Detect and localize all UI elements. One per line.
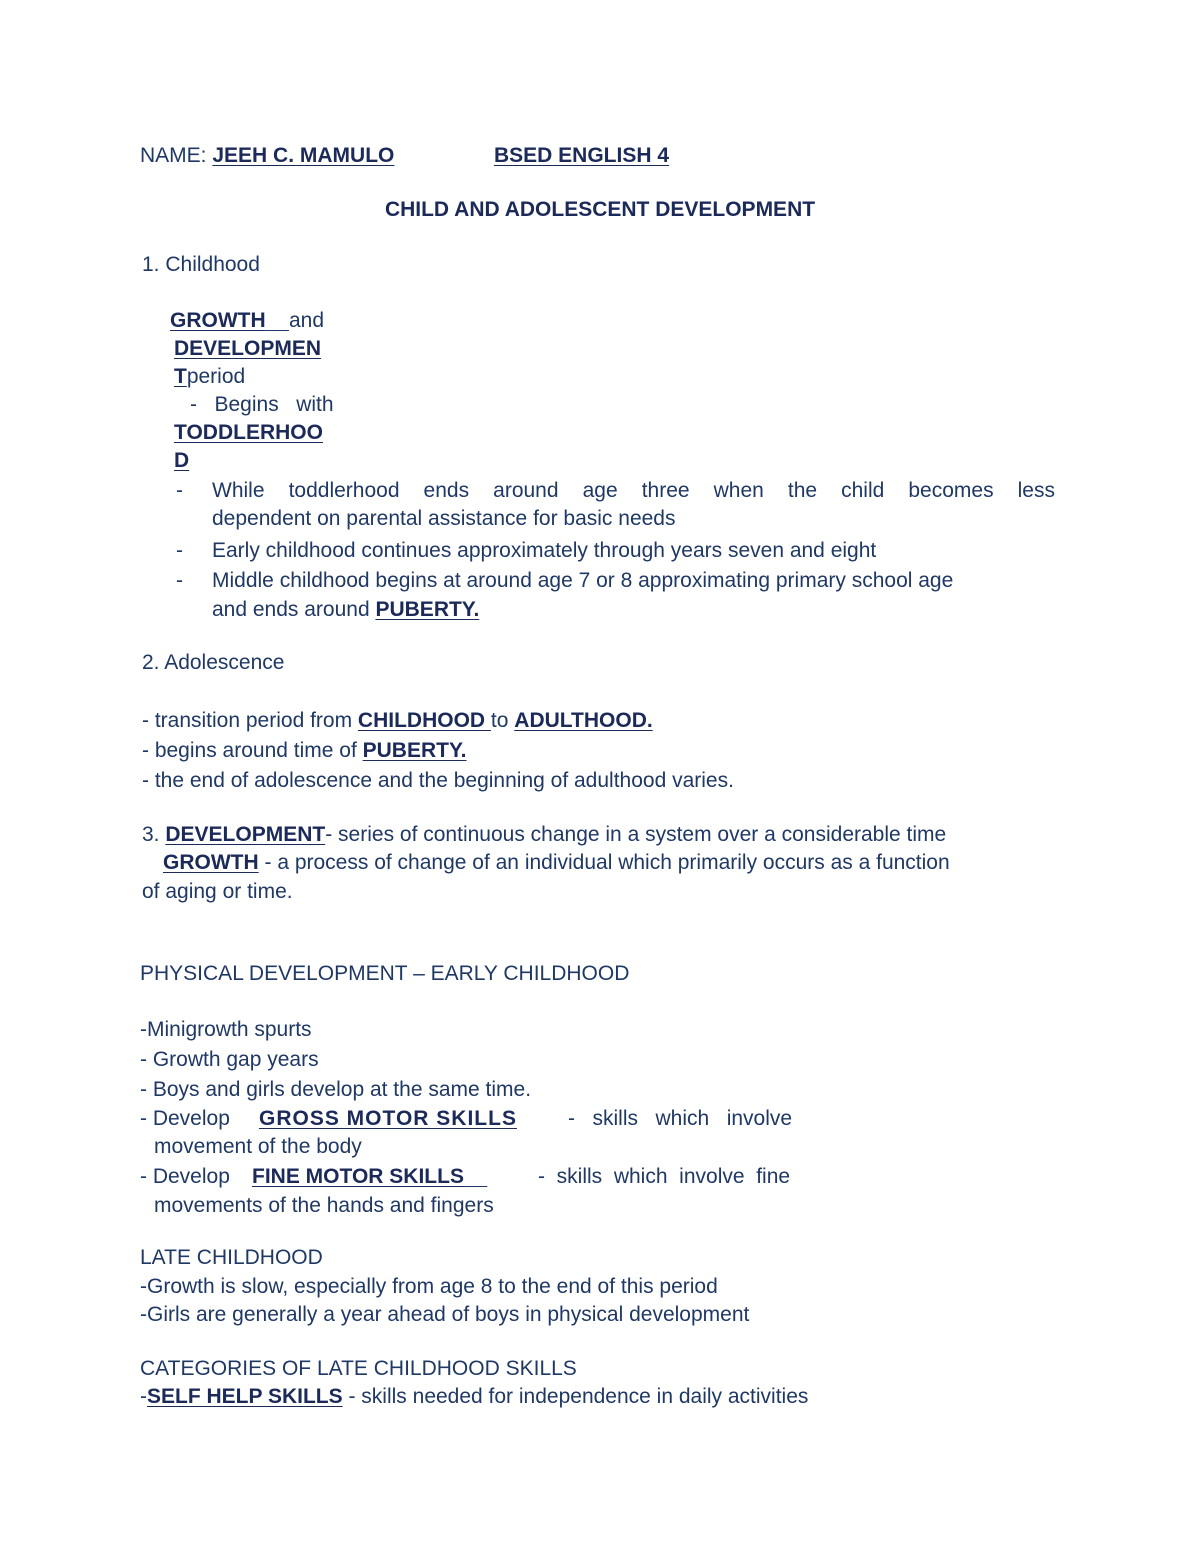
developmen-term: DEVELOPMEN [174,337,322,360]
self-help-dash: - [140,1385,147,1408]
growth-definition-line-2: of aging or time. [142,880,293,903]
section-3-number: 3. [142,823,166,846]
bullet-dash-1: - [176,479,183,502]
self-help-text: - skills needed for independence in daily activities [342,1385,809,1408]
gross-motor-skills-term: GROSS MOTOR SKILLS [259,1107,517,1130]
puberty-term-2: PUBERTY. [362,739,467,762]
t-letter: T [174,365,187,388]
physical-item-4-line-2: movement of the body [154,1135,362,1158]
categories-heading: CATEGORIES OF LATE CHILDHOOD SKILLS [140,1357,577,1380]
physical-item-3: - Boys and girls develop at the same time. [140,1078,532,1101]
bullet-1-line-1: While toddlerhood ends around age three when the child becomes less [212,479,1055,502]
puberty-term: PUBERTY. [375,598,480,621]
name-label: NAME: [140,144,213,167]
late-childhood-heading: LATE CHILDHOOD [140,1246,323,1269]
development-term: DEVELOPMENT [165,823,326,846]
fine-motor-wrap [252,1164,487,1190]
physical-item-5-pre: - Develop [140,1165,230,1188]
physical-item-1: -Minigrowth spurts [140,1018,312,1041]
late-item-2: -Girls are generally a year ahead of boys in physical development [140,1303,750,1326]
physical-heading: PHYSICAL DEVELOPMENT – EARLY CHILDHOOD [140,962,630,985]
toddlerhoo-term: TODDLERHOO [174,421,323,444]
fine-motor-skills-term: FINE MOTOR SKILLS [252,1165,464,1188]
physical-item-2: - Growth gap years [140,1048,319,1071]
document-title: CHILD AND ADOLESCENT DEVELOPMENT [384,198,816,221]
bullet-3-line-1: Middle childhood begins at around age 7 or 8 approximating primary school age [212,569,954,592]
begins-with-line: - Begins with [190,393,334,416]
bullet-dash-3: - [176,569,183,592]
period-word: period [186,365,246,388]
bullet-3-line-2 [212,597,479,623]
growth-definition [163,850,950,876]
section-heading-childhood: 1. Childhood [142,253,260,276]
childhood-term: CHILDHOOD [357,709,491,732]
growth-and-line [170,308,324,334]
adolescence-line-3: - the end of adolescence and the beginning of adulthood varies. [142,769,734,792]
bullet-1-line-2: dependent on parental assistance for basic needs [212,507,676,530]
name-line [140,143,394,169]
period-line [174,364,245,390]
growth-term: GROWTH [170,309,266,332]
development-definition [142,822,946,848]
adulthood-term: ADULTHOOD. [514,709,653,732]
d-letter: D [174,449,190,472]
adolescence-line-1 [142,708,653,734]
bullet-3-text: and ends around [212,598,376,621]
self-help-line [140,1384,808,1410]
growth-term-2: GROWTH [163,851,259,874]
and-word: and [289,309,325,332]
development-def-text: - series of continuous change in a system over a considerable time [325,823,947,846]
section-heading-adolescence: 2. Adolescence [142,651,285,674]
growth-def-text: - a process of change of an individual which primarily occurs as a function [258,851,950,874]
physical-item-5-post: - skills which involve fine [538,1165,791,1188]
bullet-2: Early childhood continues approximately through years seven and eight [212,539,877,562]
adolescence-line-2 [142,738,466,764]
physical-item-5-line-2: movements of the hands and fingers [154,1194,494,1217]
begins-text: - begins around time of [142,739,363,762]
physical-item-4-post: - skills which involve [568,1107,793,1130]
self-help-skills-term: SELF HELP SKILLS [147,1385,343,1408]
to-word: to [490,709,515,732]
physical-item-4-pre: - Develop [140,1107,230,1130]
late-item-1: -Growth is slow, especially from age 8 to the end of this period [140,1275,718,1298]
course-label: BSED ENGLISH 4 [494,144,670,167]
bullet-dash-2: - [176,539,183,562]
student-name: JEEH C. MAMULO [212,144,395,167]
transition-text: - transition period from [142,709,358,732]
